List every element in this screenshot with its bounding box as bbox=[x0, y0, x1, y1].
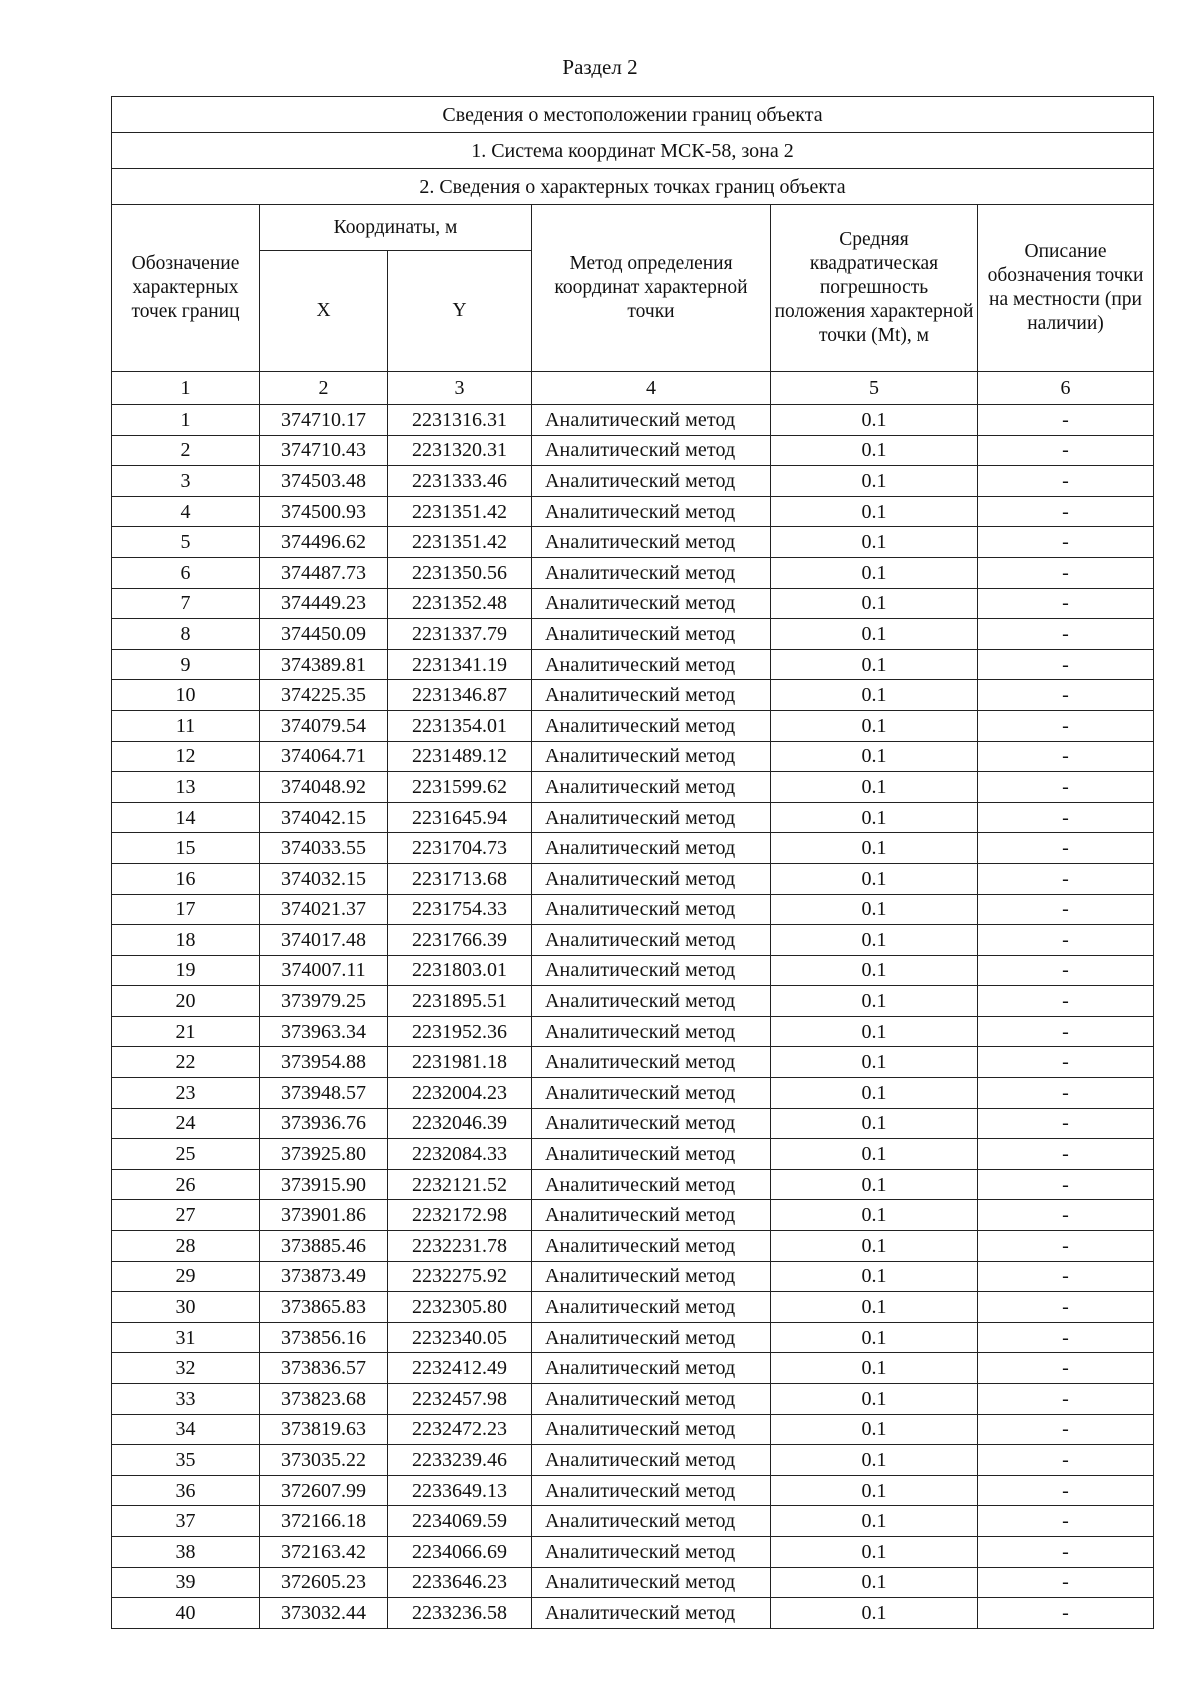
description: - bbox=[978, 741, 1154, 772]
method: Аналитический метод bbox=[532, 1322, 771, 1353]
coord-y: 2232231.78 bbox=[388, 1231, 532, 1262]
coord-x: 374710.17 bbox=[260, 405, 388, 436]
error-value: 0.1 bbox=[771, 1536, 978, 1567]
description: - bbox=[978, 1598, 1154, 1629]
table-row bbox=[112, 557, 1154, 588]
description: - bbox=[978, 863, 1154, 894]
coord-y: 2232046.39 bbox=[388, 1108, 532, 1139]
point-id: 37 bbox=[112, 1506, 260, 1537]
section-title: Раздел 2 bbox=[562, 55, 638, 79]
point-id: 2 bbox=[112, 435, 260, 466]
point-id: 4 bbox=[112, 496, 260, 527]
method: Аналитический метод bbox=[532, 894, 771, 925]
table-row bbox=[112, 802, 1154, 833]
header-description: Описание обозначения точки на местности (при наличии) bbox=[978, 205, 1154, 372]
method: Аналитический метод bbox=[532, 1475, 771, 1506]
table-row bbox=[112, 1598, 1154, 1629]
point-id: 23 bbox=[112, 1078, 260, 1109]
error-value: 0.1 bbox=[771, 1506, 978, 1537]
coord-y: 2231354.01 bbox=[388, 710, 532, 741]
description: - bbox=[978, 1047, 1154, 1078]
points-heading: 2. Сведения о характерных точках границ объекта bbox=[112, 169, 1154, 205]
description: - bbox=[978, 1567, 1154, 1598]
error-value: 0.1 bbox=[771, 1384, 978, 1415]
error-value: 0.1 bbox=[771, 649, 978, 680]
coord-y: 2232305.80 bbox=[388, 1292, 532, 1323]
coord-x: 372163.42 bbox=[260, 1536, 388, 1567]
point-id: 9 bbox=[112, 649, 260, 680]
column-number: 2 bbox=[260, 372, 388, 405]
point-id: 11 bbox=[112, 710, 260, 741]
coord-x: 374389.81 bbox=[260, 649, 388, 680]
coord-y: 2234069.59 bbox=[388, 1506, 532, 1537]
coord-y: 2232340.05 bbox=[388, 1322, 532, 1353]
error-value: 0.1 bbox=[771, 1108, 978, 1139]
error-value: 0.1 bbox=[771, 1231, 978, 1262]
coord-y: 2232457.98 bbox=[388, 1384, 532, 1415]
coord-x: 372166.18 bbox=[260, 1506, 388, 1537]
description: - bbox=[978, 955, 1154, 986]
coord-x: 374048.92 bbox=[260, 772, 388, 803]
error-value: 0.1 bbox=[771, 1016, 978, 1047]
method: Аналитический метод bbox=[532, 619, 771, 650]
coord-x: 374710.43 bbox=[260, 435, 388, 466]
error-value: 0.1 bbox=[771, 1078, 978, 1109]
point-id: 16 bbox=[112, 863, 260, 894]
coord-x: 374017.48 bbox=[260, 925, 388, 956]
error-value: 0.1 bbox=[771, 1261, 978, 1292]
coord-x: 374007.11 bbox=[260, 955, 388, 986]
error-value: 0.1 bbox=[771, 1598, 978, 1629]
method: Аналитический метод bbox=[532, 435, 771, 466]
table-row bbox=[112, 1047, 1154, 1078]
coord-y: 2232472.23 bbox=[388, 1414, 532, 1445]
table-row bbox=[112, 772, 1154, 803]
description: - bbox=[978, 1506, 1154, 1537]
coord-y: 2232004.23 bbox=[388, 1078, 532, 1109]
coord-x: 373936.76 bbox=[260, 1108, 388, 1139]
error-value: 0.1 bbox=[771, 1292, 978, 1323]
coord-x: 374487.73 bbox=[260, 557, 388, 588]
header-x: X bbox=[260, 251, 388, 372]
table-row bbox=[112, 863, 1154, 894]
coord-x: 373856.16 bbox=[260, 1322, 388, 1353]
description: - bbox=[978, 1231, 1154, 1262]
coord-y: 2231704.73 bbox=[388, 833, 532, 864]
point-id: 18 bbox=[112, 925, 260, 956]
table-row bbox=[112, 435, 1154, 466]
header-method: Метод определения координат характерной точки bbox=[532, 205, 771, 372]
description: - bbox=[978, 619, 1154, 650]
coord-x: 373873.49 bbox=[260, 1261, 388, 1292]
description: - bbox=[978, 1078, 1154, 1109]
point-id: 24 bbox=[112, 1108, 260, 1139]
method: Аналитический метод bbox=[532, 1567, 771, 1598]
description: - bbox=[978, 710, 1154, 741]
table-row bbox=[112, 710, 1154, 741]
table-row bbox=[112, 1445, 1154, 1476]
coord-x: 374496.62 bbox=[260, 527, 388, 558]
point-id: 32 bbox=[112, 1353, 260, 1384]
description: - bbox=[978, 496, 1154, 527]
error-value: 0.1 bbox=[771, 741, 978, 772]
point-id: 22 bbox=[112, 1047, 260, 1078]
coord-x: 373915.90 bbox=[260, 1169, 388, 1200]
point-id: 21 bbox=[112, 1016, 260, 1047]
table-row bbox=[112, 1261, 1154, 1292]
error-value: 0.1 bbox=[771, 772, 978, 803]
error-value: 0.1 bbox=[771, 1414, 978, 1445]
method: Аналитический метод bbox=[532, 1016, 771, 1047]
description: - bbox=[978, 1200, 1154, 1231]
table-row bbox=[112, 466, 1154, 497]
table-row bbox=[112, 1169, 1154, 1200]
coord-x: 373954.88 bbox=[260, 1047, 388, 1078]
header-coordinates: Координаты, м bbox=[260, 205, 532, 251]
coord-y: 2231981.18 bbox=[388, 1047, 532, 1078]
error-value: 0.1 bbox=[771, 863, 978, 894]
method: Аналитический метод bbox=[532, 557, 771, 588]
point-id: 3 bbox=[112, 466, 260, 497]
coord-x: 374503.48 bbox=[260, 466, 388, 497]
description: - bbox=[978, 1261, 1154, 1292]
coord-y: 2232121.52 bbox=[388, 1169, 532, 1200]
table-row bbox=[112, 405, 1154, 436]
coord-x: 373032.44 bbox=[260, 1598, 388, 1629]
description: - bbox=[978, 833, 1154, 864]
point-id: 36 bbox=[112, 1475, 260, 1506]
coordinate-system: 1. Система координат МСК-58, зона 2 bbox=[112, 133, 1154, 169]
point-id: 25 bbox=[112, 1139, 260, 1170]
table-row bbox=[112, 986, 1154, 1017]
coord-y: 2233236.58 bbox=[388, 1598, 532, 1629]
error-value: 0.1 bbox=[771, 1139, 978, 1170]
coord-x: 373885.46 bbox=[260, 1231, 388, 1262]
header-point: Обозначение характерных точек границ bbox=[112, 205, 260, 372]
description: - bbox=[978, 1169, 1154, 1200]
method: Аналитический метод bbox=[532, 802, 771, 833]
error-value: 0.1 bbox=[771, 710, 978, 741]
coord-y: 2232412.49 bbox=[388, 1353, 532, 1384]
table-row bbox=[112, 1414, 1154, 1445]
table-heading: Сведения о местоположении границ объекта bbox=[112, 97, 1154, 133]
method: Аналитический метод bbox=[532, 680, 771, 711]
description: - bbox=[978, 1445, 1154, 1476]
error-value: 0.1 bbox=[771, 802, 978, 833]
description: - bbox=[978, 557, 1154, 588]
coord-y: 2231599.62 bbox=[388, 772, 532, 803]
point-id: 19 bbox=[112, 955, 260, 986]
description: - bbox=[978, 649, 1154, 680]
method: Аналитический метод bbox=[532, 955, 771, 986]
coord-x: 373963.34 bbox=[260, 1016, 388, 1047]
table-row bbox=[112, 680, 1154, 711]
error-value: 0.1 bbox=[771, 496, 978, 527]
error-value: 0.1 bbox=[771, 986, 978, 1017]
point-id: 30 bbox=[112, 1292, 260, 1323]
description: - bbox=[978, 1353, 1154, 1384]
coord-x: 372607.99 bbox=[260, 1475, 388, 1506]
coord-y: 2233646.23 bbox=[388, 1567, 532, 1598]
coord-x: 373823.68 bbox=[260, 1384, 388, 1415]
coord-y: 2231337.79 bbox=[388, 619, 532, 650]
point-id: 14 bbox=[112, 802, 260, 833]
method: Аналитический метод bbox=[532, 588, 771, 619]
coord-x: 374450.09 bbox=[260, 619, 388, 650]
error-value: 0.1 bbox=[771, 1322, 978, 1353]
coord-x: 374032.15 bbox=[260, 863, 388, 894]
column-number: 4 bbox=[532, 372, 771, 405]
description: - bbox=[978, 986, 1154, 1017]
column-number: 6 bbox=[978, 372, 1154, 405]
coord-x: 372605.23 bbox=[260, 1567, 388, 1598]
point-id: 20 bbox=[112, 986, 260, 1017]
table-row bbox=[112, 1139, 1154, 1170]
point-id: 38 bbox=[112, 1536, 260, 1567]
point-id: 8 bbox=[112, 619, 260, 650]
table-row bbox=[112, 925, 1154, 956]
coord-x: 373979.25 bbox=[260, 986, 388, 1017]
method: Аналитический метод bbox=[532, 1506, 771, 1537]
table-row bbox=[112, 1200, 1154, 1231]
description: - bbox=[978, 680, 1154, 711]
error-value: 0.1 bbox=[771, 894, 978, 925]
method: Аналитический метод bbox=[532, 496, 771, 527]
point-id: 6 bbox=[112, 557, 260, 588]
description: - bbox=[978, 1475, 1154, 1506]
description: - bbox=[978, 1292, 1154, 1323]
coord-x: 373901.86 bbox=[260, 1200, 388, 1231]
coord-x: 374225.35 bbox=[260, 680, 388, 711]
method: Аналитический метод bbox=[532, 1139, 771, 1170]
table-row bbox=[112, 955, 1154, 986]
point-id: 31 bbox=[112, 1322, 260, 1353]
point-id: 13 bbox=[112, 772, 260, 803]
description: - bbox=[978, 802, 1154, 833]
point-id: 35 bbox=[112, 1445, 260, 1476]
method: Аналитический метод bbox=[532, 772, 771, 803]
error-value: 0.1 bbox=[771, 1445, 978, 1476]
description: - bbox=[978, 925, 1154, 956]
coord-y: 2233649.13 bbox=[388, 1475, 532, 1506]
error-value: 0.1 bbox=[771, 527, 978, 558]
method: Аналитический метод bbox=[532, 833, 771, 864]
point-id: 39 bbox=[112, 1567, 260, 1598]
table-row bbox=[112, 649, 1154, 680]
method: Аналитический метод bbox=[532, 1445, 771, 1476]
table-row bbox=[112, 1567, 1154, 1598]
method: Аналитический метод bbox=[532, 1292, 771, 1323]
description: - bbox=[978, 1322, 1154, 1353]
error-value: 0.1 bbox=[771, 1353, 978, 1384]
coord-y: 2231341.19 bbox=[388, 649, 532, 680]
description: - bbox=[978, 405, 1154, 436]
method: Аналитический метод bbox=[532, 1231, 771, 1262]
error-value: 0.1 bbox=[771, 1169, 978, 1200]
coord-y: 2231766.39 bbox=[388, 925, 532, 956]
error-value: 0.1 bbox=[771, 619, 978, 650]
coord-x: 373035.22 bbox=[260, 1445, 388, 1476]
header-error: Средняя квадратическая погрешность положения характерной точки (Mt), м bbox=[771, 205, 978, 372]
coord-y: 2231351.42 bbox=[388, 496, 532, 527]
header-y: Y bbox=[388, 251, 532, 372]
error-value: 0.1 bbox=[771, 1567, 978, 1598]
error-value: 0.1 bbox=[771, 833, 978, 864]
error-value: 0.1 bbox=[771, 1475, 978, 1506]
method: Аналитический метод bbox=[532, 405, 771, 436]
column-number: 3 bbox=[388, 372, 532, 405]
description: - bbox=[978, 1108, 1154, 1139]
description: - bbox=[978, 1414, 1154, 1445]
coord-y: 2231350.56 bbox=[388, 557, 532, 588]
error-value: 0.1 bbox=[771, 588, 978, 619]
method: Аналитический метод bbox=[532, 1169, 771, 1200]
method: Аналитический метод bbox=[532, 1261, 771, 1292]
coord-y: 2231320.31 bbox=[388, 435, 532, 466]
point-id: 29 bbox=[112, 1261, 260, 1292]
point-id: 28 bbox=[112, 1231, 260, 1262]
point-id: 34 bbox=[112, 1414, 260, 1445]
method: Аналитический метод bbox=[532, 863, 771, 894]
error-value: 0.1 bbox=[771, 435, 978, 466]
table-row bbox=[112, 619, 1154, 650]
table-row bbox=[112, 833, 1154, 864]
method: Аналитический метод bbox=[532, 466, 771, 497]
coord-x: 373836.57 bbox=[260, 1353, 388, 1384]
table-row bbox=[112, 527, 1154, 558]
point-id: 5 bbox=[112, 527, 260, 558]
table-row bbox=[112, 1536, 1154, 1567]
coord-y: 2234066.69 bbox=[388, 1536, 532, 1567]
table-row bbox=[112, 1384, 1154, 1415]
point-id: 1 bbox=[112, 405, 260, 436]
table-row bbox=[112, 1016, 1154, 1047]
coord-y: 2232084.33 bbox=[388, 1139, 532, 1170]
coord-y: 2231333.46 bbox=[388, 466, 532, 497]
coord-x: 374079.54 bbox=[260, 710, 388, 741]
error-value: 0.1 bbox=[771, 466, 978, 497]
coord-x: 373948.57 bbox=[260, 1078, 388, 1109]
coord-y: 2231803.01 bbox=[388, 955, 532, 986]
description: - bbox=[978, 1536, 1154, 1567]
coord-x: 374033.55 bbox=[260, 833, 388, 864]
point-id: 10 bbox=[112, 680, 260, 711]
method: Аналитический метод bbox=[532, 1536, 771, 1567]
error-value: 0.1 bbox=[771, 925, 978, 956]
coord-y: 2231316.31 bbox=[388, 405, 532, 436]
method: Аналитический метод bbox=[532, 527, 771, 558]
table-row bbox=[112, 496, 1154, 527]
point-id: 40 bbox=[112, 1598, 260, 1629]
description: - bbox=[978, 1139, 1154, 1170]
boundary-points-table bbox=[111, 96, 1154, 1629]
description: - bbox=[978, 588, 1154, 619]
table-row bbox=[112, 588, 1154, 619]
coord-x: 374500.93 bbox=[260, 496, 388, 527]
method: Аналитический метод bbox=[532, 710, 771, 741]
error-value: 0.1 bbox=[771, 557, 978, 588]
table-row bbox=[112, 1322, 1154, 1353]
method: Аналитический метод bbox=[532, 1384, 771, 1415]
error-value: 0.1 bbox=[771, 955, 978, 986]
error-value: 0.1 bbox=[771, 680, 978, 711]
coord-x: 374064.71 bbox=[260, 741, 388, 772]
coord-x: 374042.15 bbox=[260, 802, 388, 833]
point-id: 12 bbox=[112, 741, 260, 772]
error-value: 0.1 bbox=[771, 1047, 978, 1078]
coord-y: 2231645.94 bbox=[388, 802, 532, 833]
column-number: 5 bbox=[771, 372, 978, 405]
description: - bbox=[978, 435, 1154, 466]
table-row bbox=[112, 1078, 1154, 1109]
coord-x: 374021.37 bbox=[260, 894, 388, 925]
coord-y: 2231351.42 bbox=[388, 527, 532, 558]
table-row bbox=[112, 894, 1154, 925]
method: Аналитический метод bbox=[532, 1353, 771, 1384]
coord-y: 2231713.68 bbox=[388, 863, 532, 894]
column-number: 1 bbox=[112, 372, 260, 405]
coord-y: 2233239.46 bbox=[388, 1445, 532, 1476]
coord-x: 373819.63 bbox=[260, 1414, 388, 1445]
method: Аналитический метод bbox=[532, 1047, 771, 1078]
method: Аналитический метод bbox=[532, 1200, 771, 1231]
point-id: 17 bbox=[112, 894, 260, 925]
method: Аналитический метод bbox=[532, 1108, 771, 1139]
coord-y: 2232275.92 bbox=[388, 1261, 532, 1292]
table-row bbox=[112, 1475, 1154, 1506]
method: Аналитический метод bbox=[532, 925, 771, 956]
table-body bbox=[112, 405, 1154, 1629]
coord-x: 373925.80 bbox=[260, 1139, 388, 1170]
description: - bbox=[978, 772, 1154, 803]
coord-x: 374449.23 bbox=[260, 588, 388, 619]
coord-y: 2231952.36 bbox=[388, 1016, 532, 1047]
description: - bbox=[978, 894, 1154, 925]
description: - bbox=[978, 527, 1154, 558]
description: - bbox=[978, 466, 1154, 497]
point-id: 7 bbox=[112, 588, 260, 619]
coord-y: 2231346.87 bbox=[388, 680, 532, 711]
coord-y: 2231895.51 bbox=[388, 986, 532, 1017]
table-row bbox=[112, 1506, 1154, 1537]
table-row bbox=[112, 1108, 1154, 1139]
method: Аналитический метод bbox=[532, 649, 771, 680]
coord-y: 2232172.98 bbox=[388, 1200, 532, 1231]
description: - bbox=[978, 1016, 1154, 1047]
method: Аналитический метод bbox=[532, 1414, 771, 1445]
coord-y: 2231489.12 bbox=[388, 741, 532, 772]
table-row bbox=[112, 1231, 1154, 1262]
table-row bbox=[112, 1292, 1154, 1323]
coord-y: 2231754.33 bbox=[388, 894, 532, 925]
method: Аналитический метод bbox=[532, 986, 771, 1017]
coord-x: 373865.83 bbox=[260, 1292, 388, 1323]
table-row bbox=[112, 741, 1154, 772]
error-value: 0.1 bbox=[771, 1200, 978, 1231]
table-row bbox=[112, 1353, 1154, 1384]
description: - bbox=[978, 1384, 1154, 1415]
coord-y: 2231352.48 bbox=[388, 588, 532, 619]
point-id: 33 bbox=[112, 1384, 260, 1415]
method: Аналитический метод bbox=[532, 741, 771, 772]
method: Аналитический метод bbox=[532, 1598, 771, 1629]
method: Аналитический метод bbox=[532, 1078, 771, 1109]
error-value: 0.1 bbox=[771, 405, 978, 436]
point-id: 27 bbox=[112, 1200, 260, 1231]
point-id: 15 bbox=[112, 833, 260, 864]
point-id: 26 bbox=[112, 1169, 260, 1200]
